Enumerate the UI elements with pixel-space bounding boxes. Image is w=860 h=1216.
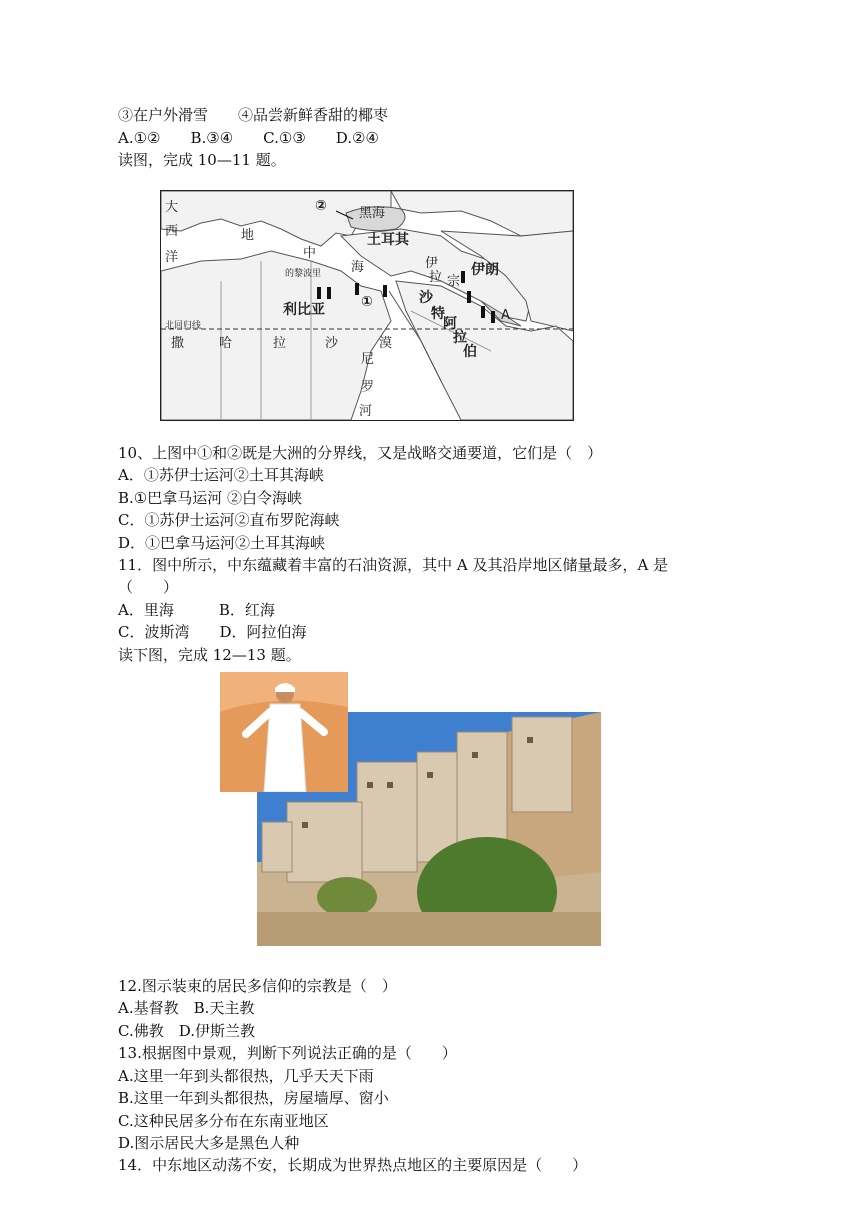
map-label-di: 地: [241, 228, 255, 243]
question-11-options-ab: A．里海 B．红海: [118, 601, 275, 619]
instruction-10-11: 读图，完成 10—11 题。: [118, 151, 286, 169]
map-marker-a: A: [501, 308, 510, 323]
map-label-he: 河: [359, 404, 373, 419]
map-label-sha: 沙: [325, 336, 339, 351]
map-label-bo: 伯: [463, 344, 477, 360]
map-label-yang: 洋: [165, 250, 179, 265]
question-10-option-a: A．①苏伊士运河②土耳其海峡: [118, 466, 324, 484]
question-10-option-b: B.①巴拿马运河 ②白令海峡: [118, 489, 303, 507]
question-13-option-a: A.这里一年到头都很热，几乎天天下雨: [118, 1067, 374, 1085]
map-label-luo: 罗: [361, 380, 375, 395]
question-14: 14．中东地区动荡不安，长期成为世界热点地区的主要原因是（ ）: [118, 1156, 588, 1174]
map-label-te: 特: [431, 306, 445, 322]
map-label-zhong: 中: [303, 246, 317, 261]
map-label-la: 拉: [273, 336, 287, 351]
question-13: 13.根据图中景观，判断下列说法正确的是（ ）: [118, 1044, 457, 1062]
question-13-option-b: B.这里一年到头都很热，房屋墙厚、窗小: [118, 1089, 389, 1107]
map-label-a: 阿: [443, 316, 457, 332]
map-label-ha: 哈: [219, 336, 233, 351]
question-10-option-d: D．①巴拿马运河②土耳其海峡: [118, 534, 326, 552]
map-label-la2: 拉: [453, 330, 467, 346]
map-marker-1: ①: [361, 294, 373, 310]
question-13-option-c: C.这种民居多分布在东南亚地区: [118, 1112, 329, 1130]
question-13-option-d: D.图示居民大多是黑色人种: [118, 1134, 300, 1152]
question-11-options-cd: C．波斯湾 D．阿拉伯海: [118, 623, 307, 641]
question-10: 10、上图中①和②既是大洲的分界线，又是战略交通要道，它们是（ ）: [118, 444, 603, 462]
question-10-option-c: C．①苏伊士运河②直布罗陀海峡: [118, 511, 340, 529]
options-line: A.①② B.③④ C.①③ D.②④: [118, 129, 379, 147]
text-line-1: ③在户外滑雪 ④品尝新鲜香甜的椰枣: [118, 106, 389, 124]
arab-man-photo: [220, 672, 348, 792]
map-label-mo: 漠: [379, 336, 393, 351]
question-12-options-ab: A.基督教 B.天主教: [118, 999, 255, 1017]
map-label-zong: 宗: [447, 274, 461, 289]
map-label-shate: 沙: [419, 290, 433, 306]
map-label-libiya: 利比亚: [283, 302, 325, 318]
map-label-yi: 伊: [425, 256, 439, 271]
map-label-xi: 西: [165, 224, 179, 239]
map-label-sa: 撒: [171, 336, 185, 351]
map-label-ni: 尼: [361, 352, 375, 367]
map-label-tuerqi: 土耳其: [367, 232, 409, 248]
map-label-da: 大: [165, 200, 179, 215]
question-11: 11．图中所示，中东蕴藏着丰富的石油资源，其中 A 及其沿岸地区储量最多，A 是: [118, 556, 669, 574]
map-label-yilang: 伊朗: [471, 262, 499, 278]
middle-east-map: [160, 190, 574, 421]
question-12: 12.图示装束的居民多信仰的宗教是（ ）: [118, 977, 397, 995]
instruction-12-13: 读下图，完成 12—13 题。: [118, 646, 301, 664]
question-11-paren: （ ）: [118, 578, 179, 596]
map-label-hai: 海: [351, 260, 365, 275]
map-label-ke: 拉: [429, 270, 443, 285]
map-marker-2: ②: [315, 198, 327, 214]
map-label-tripoli: 的黎波里: [285, 269, 322, 279]
map-label-tropic: 北回归线: [165, 321, 202, 331]
map-label-heihai: 黑海: [359, 206, 386, 221]
question-12-options-cd: C.佛教 D.伊斯兰教: [118, 1022, 255, 1040]
